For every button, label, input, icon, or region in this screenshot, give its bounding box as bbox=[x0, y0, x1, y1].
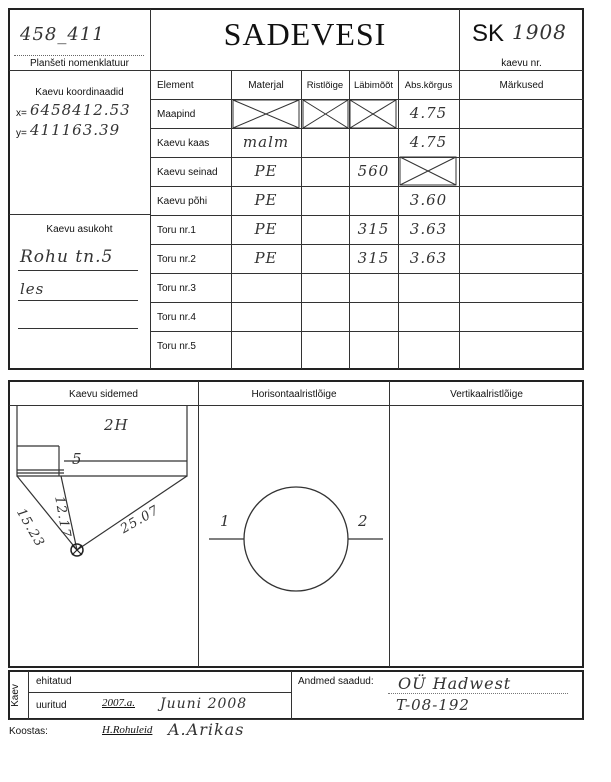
divider bbox=[389, 381, 390, 667]
x-coord-value: 6458412.53 bbox=[30, 101, 131, 119]
coords-label: Kaevu koordinaadid bbox=[35, 87, 124, 98]
table-cell-abs: 3.60 bbox=[409, 191, 448, 209]
y-coord-value: 411163.39 bbox=[30, 121, 121, 139]
vertical-header: Vertikaalristlõige bbox=[450, 389, 523, 400]
pipe-1-label: 1 bbox=[220, 512, 231, 530]
table-cell-element: Toru nr.2 bbox=[157, 254, 196, 265]
built-label: ehitatud bbox=[36, 676, 72, 687]
data-from-label: Andmed saadud: bbox=[298, 676, 374, 687]
table-cell-material: PE bbox=[254, 191, 278, 209]
horizontal-header: Horisontaalristlõige bbox=[251, 389, 337, 400]
table-cell-element: Toru nr.5 bbox=[157, 341, 196, 352]
divider bbox=[9, 719, 583, 720]
col-header-section: Ristlõige bbox=[306, 80, 344, 91]
col-header-element: Element bbox=[157, 80, 194, 91]
table-cell-element: Maapind bbox=[157, 109, 196, 120]
table-cell-material: PE bbox=[254, 249, 278, 267]
location-line2: les bbox=[20, 280, 45, 298]
table-cell-element: Kaevu põhi bbox=[157, 196, 208, 207]
table-cell-diameter: 560 bbox=[357, 162, 390, 180]
location-label: Kaevu asukoht bbox=[46, 224, 113, 235]
well-prefix: SK bbox=[472, 20, 505, 47]
well-number-label: kaevu nr. bbox=[501, 58, 542, 69]
sheet-label: Planšeti nomenklatuur bbox=[30, 58, 129, 69]
table-cell-element: Kaevu seinad bbox=[157, 167, 218, 178]
distance-label: 12.17 bbox=[51, 495, 74, 540]
table-cell-material: malm bbox=[242, 133, 290, 151]
table-cell-material: PE bbox=[254, 162, 278, 180]
col-header-material: Materjal bbox=[248, 80, 284, 91]
table-cell-abs: 3.63 bbox=[409, 249, 448, 267]
location-line1: Rohu tn.5 bbox=[20, 247, 114, 267]
table-cell-abs: 3.63 bbox=[409, 220, 448, 238]
compiled-signature: A.Arikas bbox=[168, 720, 245, 739]
horizontal-section-sketch bbox=[199, 406, 389, 666]
building-label: 2H bbox=[104, 416, 129, 434]
divider bbox=[29, 692, 291, 693]
table-cell-abs: 4.75 bbox=[409, 133, 448, 151]
distance-label: 25.07 bbox=[118, 502, 163, 537]
table-cell-abs: 4.75 bbox=[409, 104, 448, 122]
col-header-notes: Märkused bbox=[499, 80, 544, 91]
table-cell-material: PE bbox=[254, 220, 278, 238]
sheet-number: 458_411 bbox=[20, 24, 105, 45]
table-cell-diameter: 315 bbox=[357, 220, 390, 238]
surveyed-year: 2007.a. bbox=[102, 697, 135, 709]
surveyed-label: uuritud bbox=[36, 700, 67, 711]
table-cell-element: Toru nr.4 bbox=[157, 312, 196, 323]
table-cell-diameter: 315 bbox=[357, 249, 390, 267]
compiled-label: Koostas: bbox=[9, 726, 48, 737]
surveyed-date: Juuni 2008 bbox=[160, 696, 248, 712]
y-coord-label: y= bbox=[16, 128, 27, 139]
well-circle bbox=[244, 487, 348, 591]
data-from-underline bbox=[388, 693, 568, 694]
pipe-2-label: 2 bbox=[358, 512, 369, 530]
distance-label: 15.23 bbox=[13, 506, 48, 551]
well-number: 1908 bbox=[512, 20, 567, 44]
data-from-line2: T-08-192 bbox=[396, 696, 470, 714]
table-cell-element: Kaevu kaas bbox=[157, 138, 210, 149]
x-coord-label: x= bbox=[16, 108, 27, 119]
kaev-label: Kaev bbox=[9, 684, 21, 707]
building-outline bbox=[17, 406, 187, 476]
table-cell-element: Toru nr.3 bbox=[157, 283, 196, 294]
table-cell-element: Toru nr.1 bbox=[157, 225, 196, 236]
distance-label: 5 bbox=[72, 450, 83, 468]
tie-line bbox=[77, 476, 187, 550]
page-title: SADEVESI bbox=[223, 16, 387, 52]
data-from-line1: OÜ Hadwest bbox=[398, 674, 512, 693]
col-header-diameter: Läbimõõt bbox=[353, 80, 394, 91]
divider bbox=[28, 671, 29, 719]
ties-header: Kaevu sidemed bbox=[69, 389, 138, 400]
divider bbox=[291, 671, 292, 719]
col-header-abs: Abs.kõrgus bbox=[404, 80, 453, 91]
compiled-name: H.Rohuleid bbox=[102, 724, 153, 736]
